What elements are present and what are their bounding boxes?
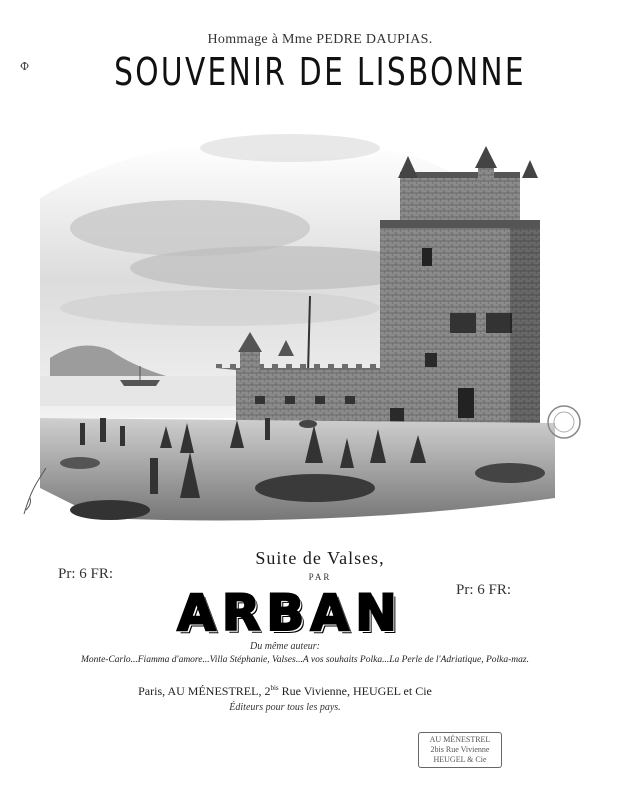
- par-label: PAR: [308, 572, 332, 582]
- publisher-prefix: Paris, AU MÉNESTREL, 2: [138, 684, 271, 698]
- rock: [60, 457, 100, 469]
- editeurs-line: Éditeurs pour tous les pays.: [229, 702, 341, 713]
- cloud: [200, 134, 380, 162]
- stamp-line-2: 2bis Rue Vivienne: [430, 745, 490, 754]
- publisher-stamp: [418, 732, 502, 768]
- rock: [475, 463, 545, 483]
- library-seal: [546, 404, 582, 440]
- stamp-line-1: AU MÉNESTREL: [429, 735, 491, 744]
- price-right: Pr: 6 FR:: [456, 582, 512, 598]
- publisher-line: [0, 684, 570, 699]
- parasol: [299, 420, 317, 428]
- publisher-sup: bis: [270, 684, 279, 692]
- tower-battlements: [380, 220, 540, 228]
- page-title: SOUVENIR DE LISBONNE: [114, 50, 526, 94]
- rock: [70, 500, 150, 520]
- other-works-list: Monte-Carlo...Fiamma d'amore...Villa Stéphanie, Valses...A vos souhaits Polka...La Perle de l'Adriatique, Polka-maz.: [81, 655, 529, 665]
- corner-mark: Ф: [20, 60, 30, 73]
- composer-name: ARBAN: [177, 584, 403, 642]
- tower-turret: [475, 146, 497, 168]
- cloud: [60, 290, 380, 326]
- lithograph-illustration: [40, 118, 555, 538]
- ship: [120, 380, 160, 386]
- publisher-suffix: Rue Vivienne, HEUGEL et Cie: [278, 684, 432, 698]
- rock: [255, 474, 375, 502]
- dedication: Hommage à Mme PEDRE DAUPIAS.: [207, 32, 433, 47]
- artist-signature: [20, 464, 52, 520]
- price-left: Pr: 6 FR:: [58, 566, 114, 582]
- stamp-line-3: HEUGEL & Cie: [433, 755, 487, 764]
- tower-turret: [522, 160, 538, 178]
- subtitle: Suite de Valses,: [255, 548, 385, 568]
- other-works-heading: Du même auteur:: [250, 641, 320, 652]
